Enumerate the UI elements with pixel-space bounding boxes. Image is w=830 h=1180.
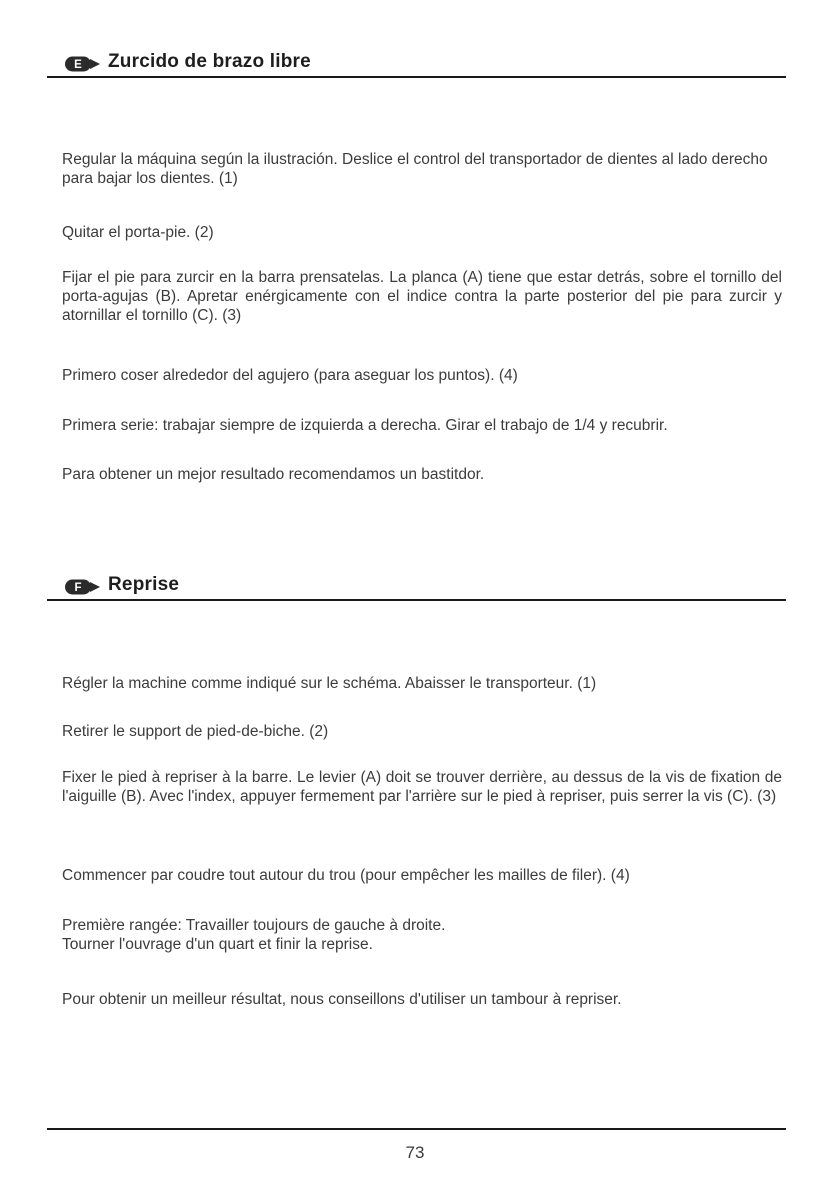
paragraph-line: Retirer le support de pied-de-biche. (2) bbox=[62, 723, 329, 740]
paragraph bbox=[62, 990, 782, 1009]
page-number: 73 bbox=[405, 1143, 425, 1162]
paragraph-line: Primero coser alrededor del agujero (para aseguar los puntos). (4) bbox=[62, 367, 518, 384]
paragraph-line: Quitar el porta-pie. (2) bbox=[62, 224, 214, 241]
paragraph-line: Régler la machine comme indiqué sur le schéma. Abaisser le transporteur. (1) bbox=[62, 675, 597, 692]
paragraph bbox=[62, 223, 782, 242]
paragraph bbox=[62, 465, 782, 484]
paragraph bbox=[62, 866, 782, 885]
paragraph bbox=[62, 722, 782, 741]
section-title: Zurcido de brazo libre bbox=[108, 51, 311, 72]
badge-letter: F bbox=[74, 582, 82, 595]
paragraph-line: Regular la máquina según la ilustración. Deslice el control del transportador de dientes al lado derecho para bajar los dientes. (1) bbox=[62, 151, 768, 187]
paragraph-line: Fixer le pied à repriser à la barre. Le levier (A) doit se trouver derrière, au dessus de la vis de fixation de l'aiguille (B). Avec l'index, appuyer fermement par l'arrière sur le pied à repriser, puis serrer la vis (C). (3) bbox=[62, 769, 782, 805]
paragraph bbox=[62, 150, 782, 188]
section-header-spanish bbox=[47, 52, 786, 78]
paragraph-line: Tourner l'ouvrage d'un quart et finir la reprise. bbox=[62, 936, 373, 953]
language-badge-f-icon bbox=[65, 579, 101, 595]
paragraph bbox=[62, 768, 782, 806]
paragraph bbox=[62, 366, 782, 385]
paragraph-line: Fijar el pie para zurcir en la barra prensatelas. La planca (A) tiene que estar detrás, sobre el tornillo del porta-agujas (B). Apretar enérgicamente con el indice contra la parte posterior del pie para zurcir y atornillar el tornillo (C). (3) bbox=[62, 269, 782, 324]
paragraph bbox=[62, 268, 782, 325]
paragraph-line: Para obtener un mejor resultado recomendamos un bastitdor. bbox=[62, 466, 485, 483]
badge-letter: E bbox=[74, 59, 82, 72]
section-header-french bbox=[47, 575, 786, 601]
section-title: Reprise bbox=[108, 574, 180, 595]
paragraph-line: Pour obtenir un meilleur résultat, nous conseillons d'utiliser un tambour à repriser. bbox=[62, 991, 622, 1008]
footer-rule bbox=[47, 1128, 786, 1130]
paragraph-line: Primera serie: trabajar siempre de izquierda a derecha. Girar el trabajo de 1/4 y recubrir. bbox=[62, 417, 668, 434]
language-badge-e-icon bbox=[65, 56, 101, 72]
paragraph bbox=[62, 916, 782, 954]
paragraph bbox=[62, 416, 782, 435]
paragraph-line: Commencer par coudre tout autour du trou (pour empêcher les mailles de filer). (4) bbox=[62, 867, 630, 884]
paragraph-line: Première rangée: Travailler toujours de gauche à droite. bbox=[62, 917, 446, 934]
paragraph bbox=[62, 674, 782, 693]
